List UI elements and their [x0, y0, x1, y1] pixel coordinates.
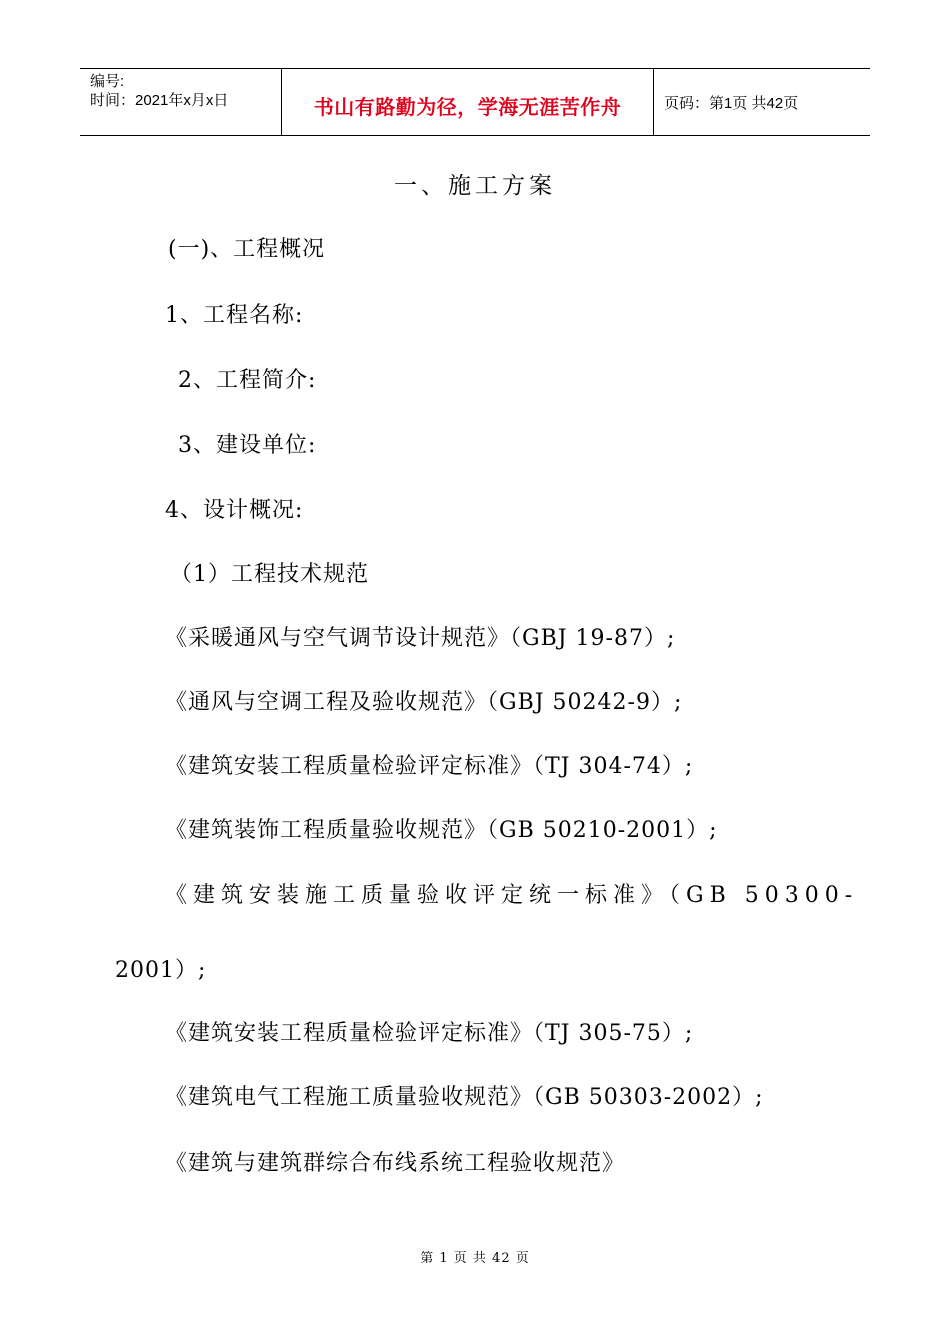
document-time-label: 时间：2021年x月x日	[90, 92, 229, 109]
spec-line-continued: 2001）;	[115, 958, 207, 983]
spec-line: 《建筑安装工程质量检验评定标准》（TJ 305-75）;	[165, 1021, 694, 1046]
spec-line: 《建筑安装施工质量验收评定统一标准》（GB 50300-	[165, 883, 859, 908]
spec-line: 《采暖通风与空气调节设计规范》（GBJ 19-87）;	[165, 626, 676, 651]
spec-line: 《建筑与建筑群综合布线系统工程验收规范》	[165, 1151, 626, 1176]
list-item: 3、建设单位:	[178, 433, 317, 458]
section-heading: (一)、工程概况	[168, 237, 326, 262]
header-motto-cell	[282, 69, 654, 135]
header-page-cell	[654, 69, 870, 135]
spec-line: 《建筑电气工程施工质量验收规范》（GB 50303-2002）;	[165, 1085, 764, 1110]
subsection-heading: （1）工程技术规范	[170, 562, 369, 587]
spec-line: 《建筑安装工程质量检验评定标准》（TJ 304-74）;	[165, 754, 694, 779]
spec-line: 《建筑装饰工程质量验收规范》（GB 50210-2001）;	[165, 818, 718, 843]
header-page-label: 页码：第1页 共42页	[664, 94, 799, 112]
page-header-table	[80, 68, 870, 136]
document-title: 一、施工方案	[394, 173, 556, 199]
spec-line: 《通风与空调工程及验收规范》（GBJ 50242-9）;	[165, 690, 683, 715]
page-footer: 第 1 页 共 42 页	[420, 1251, 530, 1266]
header-motto: 书山有路勤为径，学海无涯苦作舟	[313, 94, 622, 119]
list-item: 1、工程名称:	[165, 303, 304, 328]
list-item: 2、工程简介:	[178, 368, 317, 393]
list-item: 4、设计概况:	[165, 498, 304, 523]
document-number-label: 编号:	[90, 73, 125, 90]
header-meta-cell	[80, 69, 282, 135]
